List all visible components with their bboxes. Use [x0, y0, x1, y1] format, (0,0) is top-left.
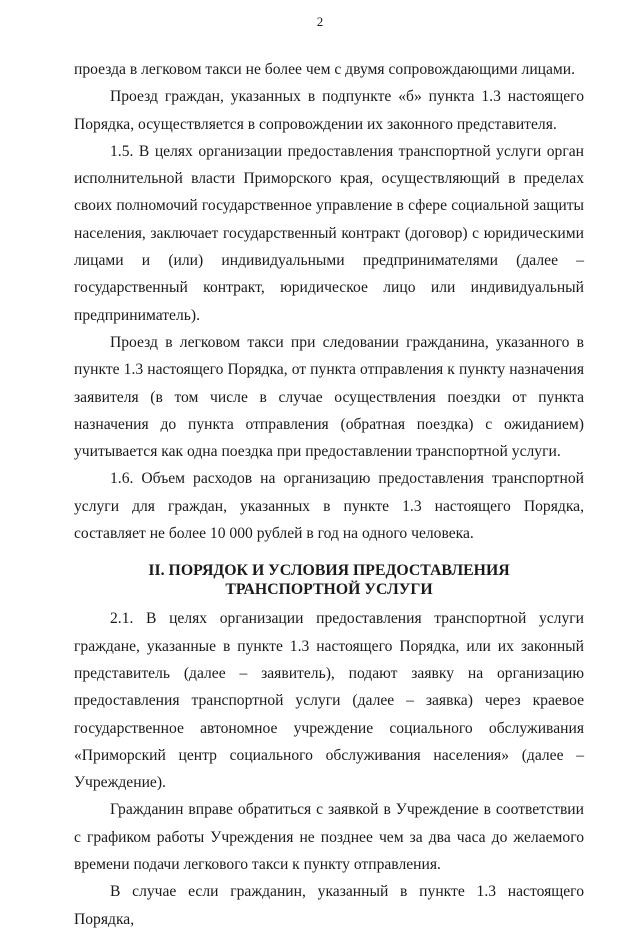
paragraph-2-1: 2.1. В целях организации предоставления транспортной услуги граждане, указанные в пункте 1.3 настоящего Порядка, или их законный представитель (далее – заявитель), подают заявку на организацию предоставления транспортной услуги (далее – заявка) через краевое государственное автономное учреждение социального обслуживания «Приморский центр социального обслуживания населения» (далее – Учреждение). — [74, 610, 584, 792]
paragraph-case-partial: В случае если гражданин, указанный в пункте 1.3 настоящего Порядка, — [74, 883, 584, 928]
section-heading-line-2: ТРАНСПОРТНОЙ УСЛУГИ — [225, 581, 433, 599]
section-heading-line-1: II. ПОРЯДОК И УСЛОВИЯ ПРЕДОСТАВЛЕНИЯ — [148, 562, 510, 580]
paragraph-1-5: 1.5. В целях организации предоставления транспортной услуги орган исполнительной власти Приморского края, осуществляющий в пределах своих полномочий государственное управление в сфере социальной защиты населения, заключает государственный контракт (договор) с юридическими лицами и (или) индивидуальными предпринимателями (далее – государственный контракт, юридическое лицо или индивидуальный предприниматель). — [74, 142, 584, 324]
paragraph-continuation: проезда в легковом такси не более чем с двумя сопровождающими лицами. — [74, 61, 576, 78]
page-number: 2 — [316, 14, 324, 29]
paragraph-application-timing: Гражданин вправе обратиться с заявкой в Учреждение в соответствии с графиком работы Учреждения не позднее чем за два часа до желаемого времени подачи легкового такси к пункту отправления. — [74, 801, 584, 874]
paragraph-1-6: 1.6. Объем расходов на организацию предоставления транспортной услуги для граждан, указанных в пункте 1.3 настоящего Порядка, составляет не более 10 000 рублей в год на одного человека. — [74, 470, 584, 543]
section-heading — [74, 561, 584, 599]
paragraph-trip-counting: Проезд в легковом такси при следовании гражданина, указанного в пункте 1.3 настоящего Порядка, от пункта отправления к пункту назначения заявителя (в том числе в случае осуществления поездки от пункта назначения до пункта отправления (обратная поездка) с ожиданием) учитывается как одна поездка при предоставлении транспортной услуги. — [74, 333, 584, 461]
document-body — [74, 56, 584, 933]
paragraph-escort: Проезд граждан, указанных в подпункте «б» пункта 1.3 настоящего Порядка, осуществляется в сопровождении их законного представителя. — [74, 88, 584, 133]
